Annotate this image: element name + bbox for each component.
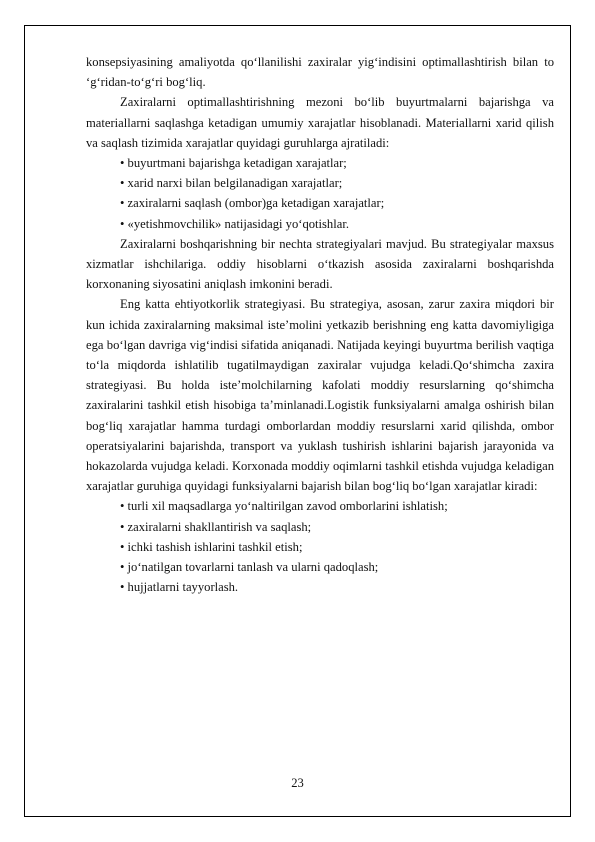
paragraph-caution-strategy: Eng katta ehtiyotkorlik strategiyasi. Bu strategiya, asosan, zarur zaxira miqdori bir kun ichida zaxiralarning maksimal iste’molini yetkazib berishning eng katta davomiyligiga ega bo‘lgan davriga vig‘indisi sifatida aniqanadi. Natijada keyingi buyurtma berilish vaqtiga to‘la miqdorda ishlatilib tugatilmaydigan zaxiralar vujudga keladi.Qo‘shimcha zaxira strategiyasi. Bu holda iste’molchilarning kafolati moddiy resurslarning qo‘shimcha zaxiralarini tashkil etish hisobiga ta’minlanadi.Logistik funksiyalarni amalga oshirish bilan bog‘liq xarajatlar hamma turdagi omborlardan moddiy resurslarni xarid qilishda, ombor operatsiyalarini bajarishda, transport va yuklash tushirish ishlarini bajarish jarayonida va hokazolarda vujudga keladi. Korxonada moddiy oqimlarni tashkil etishda vujudga keladigan xarajatlar guruhiga quyidagi funksiyalarni bajarish bilan bog‘liq bo‘lgan xarajatlar kiradi: xyxy=(86,297,554,494)
list-item: • zaxiralarni shakllantirish va saqlash; xyxy=(120,519,312,534)
list-item: • hujjatlarni tayyorlash. xyxy=(120,580,239,595)
list-item: • turli xil maqsadlarga yo‘naltirilgan zavod omborlarini ishlatish; xyxy=(120,499,448,514)
list-item: • buyurtmani bajarishga ketadigan xarajatlar; xyxy=(120,156,347,171)
list-item: • zaxiralarni saqlash (ombor)ga ketadigan xarajatlar; xyxy=(120,196,385,211)
paragraph-strategies: Zaxiralarni boshqarishning bir nechta strategiyalari mavjud. Bu strategiyalar maxsus xizmatlar ishchilariga. oddiy hisoblarni o‘tkazish asosida zaxiralarni boshqarishda korxonaning siyosatini aniqlash imkonini beradi. xyxy=(86,236,554,292)
document-body xyxy=(86,52,554,597)
paragraph-criteria: Zaxiralarni optimallashtirishning mezoni bo‘lib buyurtmalarni bajarishga va materiallarni saqlashga ketadigan umumiy xarajatlar hisoblanadi. Materiallarni xarid qilish va saqlash tizimida xarajatlar quyidagi guruhlarga ajratiladi: xyxy=(86,95,554,150)
list-item: • «yetishmovchilik» natijasidagi yo‘qotishlar. xyxy=(120,216,349,231)
list-item: • ichki tashish ishlarini tashkil etish; xyxy=(120,539,303,554)
list-item: • xarid narxi bilan belgilanadigan xarajatlar; xyxy=(120,176,343,191)
list-item: • jo‘natilgan tovarlarni tanlash va ularni qadoqlash; xyxy=(120,560,379,575)
page-number: 23 xyxy=(291,776,304,790)
paragraph-intro: konsepsiyasining amaliyotda qo‘llanilishi zaxiralar yig‘indisini optimallashtirish bilan to ‘g‘ridan-to‘g‘ri bog‘liq. xyxy=(86,55,554,90)
